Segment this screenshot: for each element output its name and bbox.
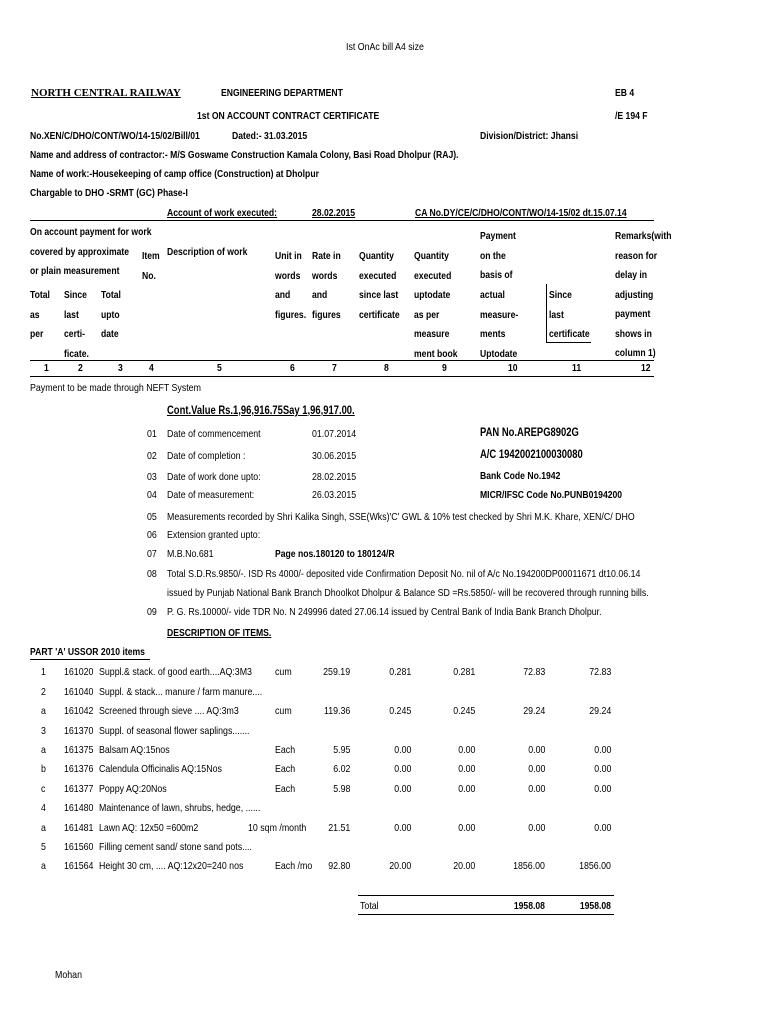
col-since-last: Since last certi- ficate. <box>64 289 89 360</box>
part-a-heading: PART 'A' USSOR 2010 items <box>30 646 145 658</box>
item-qty-upto: 0.00 <box>457 822 475 834</box>
form-code: /E 194 F <box>615 110 648 122</box>
item-payment-actual: 0.00 <box>527 783 545 795</box>
name-of-work: Name of work:-Housekeeping of camp office (Construction) at Dholpur <box>30 168 319 180</box>
col-total-upto: Total upto date <box>101 289 121 340</box>
item-code: 161040 <box>64 686 94 698</box>
item-payment-since: 1856.00 <box>579 860 611 872</box>
note-09-text: P. G. Rs.10000/- vide TDR No. N 249996 dated 27.06.14 issued by Central Bank of India Bank Branch Dholpur. <box>167 606 602 618</box>
department: ENGINEERING DEPARTMENT <box>221 87 343 99</box>
item-qty-since: 0.245 <box>388 705 411 717</box>
item-qty-since: 0.00 <box>393 763 411 775</box>
item-code: 161560 <box>64 841 94 853</box>
chargable: Chargable to DHO -SRMT (GC) Phase-I <box>30 187 188 199</box>
item-payment-since: 72.83 <box>588 666 611 678</box>
item-unit: Each <box>275 783 296 795</box>
note-05-text: Measurements recorded by Shri Kalika Singh, SSE(Wks)'C' GWL & 10% test checked by Shri M.K. Khare, XEN/C/ DHO <box>167 511 635 523</box>
col-on-account-3: or plain measurement <box>30 265 120 277</box>
item-sr: 4 <box>41 802 46 814</box>
table-top-rule <box>30 220 654 221</box>
micr-ifsc: MICR/IFSC Code No.PUNB0194200 <box>480 489 623 501</box>
col-on-account-2: covered by approximate <box>30 246 130 258</box>
railway-name: NORTH CENTRAL RAILWAY <box>31 87 181 99</box>
bank-code: Bank Code No.1942 <box>480 470 561 482</box>
col-number-11: 11 <box>572 362 582 374</box>
neft-note: Payment to be made through NEFT System <box>30 382 201 394</box>
col-number-9: 9 <box>442 362 447 374</box>
item-payment-since: 0.00 <box>593 822 611 834</box>
total-label: Total <box>360 900 379 912</box>
item-payment-since: 0.00 <box>593 763 611 775</box>
detail-01-label: Date of commencement <box>167 428 261 440</box>
item-qty-since: 0.281 <box>388 666 411 678</box>
col-number-6: 6 <box>290 362 295 374</box>
item-description: Suppl. of seasonal flower saplings....... <box>99 725 250 737</box>
item-description: Calendula Officinalis AQ:15Nos <box>99 763 222 775</box>
item-code: 161042 <box>64 705 94 717</box>
item-description: Poppy AQ:20Nos <box>99 783 167 795</box>
detail-02-value: 30.06.2015 <box>312 450 357 462</box>
note-06-no: 06 <box>147 529 157 541</box>
note-08-text-b: issued by Punjab National Bank Branch Dhoolkot Dholpur & Balance SD =Rs.5850/- will be recovered through running bills. <box>167 587 649 599</box>
item-qty-since: 0.00 <box>393 744 411 756</box>
col-rate: Rate in words and figures <box>312 250 341 321</box>
item-code: 161481 <box>64 822 94 834</box>
account-label: Account of work executed: <box>167 207 278 219</box>
item-description: Maintenance of lawn, shrubs, hedge, ...... <box>99 802 261 814</box>
col-payment: Payment on the basis of <box>480 230 516 281</box>
item-description: Balsam AQ:15nos <box>99 744 170 756</box>
col-total: Total as per <box>30 289 50 340</box>
item-sr: a <box>41 705 46 717</box>
col-number-1: 1 <box>44 362 49 374</box>
item-unit: 10 sqm /month <box>248 822 307 834</box>
item-payment-actual: 0.00 <box>527 744 545 756</box>
item-unit: cum <box>275 666 292 678</box>
col-remarks: Remarks(with reason for delay in adjusting payment shows in column 1) <box>615 230 672 359</box>
item-unit: cum <box>275 705 292 717</box>
description-heading: DESCRIPTION OF ITEMS. <box>167 627 272 639</box>
item-description: Height 30 cm, .... AQ:12x20=240 nos <box>99 860 244 872</box>
col-unit: Unit in words and figures. <box>275 250 307 321</box>
col-description: Description of work <box>167 246 248 258</box>
item-description: Filling cement sand/ stone sand pots.... <box>99 841 252 853</box>
item-sr: a <box>41 860 46 872</box>
detail-01-value: 01.07.2014 <box>312 428 357 440</box>
item-qty-upto: 0.281 <box>452 666 475 678</box>
item-sr: a <box>41 822 46 834</box>
header-bottom-rule <box>30 360 654 361</box>
item-description: Suppl.& stack. of good earth....AQ:3M3 <box>99 666 252 678</box>
item-payment-since: 0.00 <box>593 783 611 795</box>
col-number-3: 3 <box>118 362 123 374</box>
pan-number: PAN No.AREPG8902G <box>480 427 579 439</box>
item-payment-actual: 1856.00 <box>513 860 545 872</box>
item-unit: Each <box>275 744 296 756</box>
ca-number: CA No.DY/CE/C/DHO/CONT/WO/14-15/02 dt.15.07.14 <box>415 207 627 219</box>
item-sr: 1 <box>41 666 46 678</box>
item-description: Screened through sieve .... AQ:3m3 <box>99 705 239 717</box>
item-payment-since: 0.00 <box>593 744 611 756</box>
item-rate: 5.98 <box>332 783 350 795</box>
item-sr: b <box>41 763 46 775</box>
item-qty-upto: 0.00 <box>457 783 475 795</box>
item-code: 161564 <box>64 860 94 872</box>
note-07-pages: Page nos.180120 to 180124/R <box>275 548 395 560</box>
division: Division/District: Jhansi <box>480 130 579 142</box>
item-payment-actual: 0.00 <box>527 822 545 834</box>
item-qty-since: 0.00 <box>393 783 411 795</box>
total-actual: 1958.08 <box>513 900 545 912</box>
contract-value: Cont.Value Rs.1,96,916.75Say 1,96,917.00. <box>167 405 355 417</box>
note-07-no: 07 <box>147 548 157 560</box>
item-code: 161020 <box>64 666 94 678</box>
bill-number: No.XEN/C/DHO/CONT/WO/14-15/02/Bill/01 <box>30 130 200 142</box>
account-date: 28.02.2015 <box>312 207 356 219</box>
page-title: Ist OnAc bill A4 size <box>346 41 424 53</box>
item-rate: 92.80 <box>327 860 350 872</box>
account-number: A/C 19420021000300​80 <box>480 449 583 461</box>
detail-02-label: Date of completion : <box>167 450 246 462</box>
col-number-10: 10 <box>508 362 518 374</box>
note-05-no: 05 <box>147 511 157 523</box>
item-qty-upto: 0.00 <box>457 763 475 775</box>
item-rate: 259.19 <box>323 666 350 678</box>
item-code: 161375 <box>64 744 94 756</box>
item-description: Lawn AQ: 12x50 =600m2 <box>99 822 199 834</box>
col-actual: actual measure- ments Uptodate <box>480 289 519 360</box>
note-07-text: M.B.No.681 <box>167 548 214 560</box>
item-qty-upto: 20.00 <box>452 860 475 872</box>
item-payment-actual: 0.00 <box>527 763 545 775</box>
note-08-no: 08 <box>147 568 157 580</box>
col-number-8: 8 <box>384 362 389 374</box>
col-on-account: On account payment for work <box>30 226 152 238</box>
note-06-text: Extension granted upto: <box>167 529 261 541</box>
item-unit: Each <box>275 763 296 775</box>
item-sr: a <box>41 744 46 756</box>
item-code: 161370 <box>64 725 94 737</box>
col-number-2: 2 <box>78 362 83 374</box>
total-top-rule <box>358 895 614 896</box>
item-qty-upto: 0.245 <box>452 705 475 717</box>
item-description: Suppl. & stack... manure / farm manure.... <box>99 686 263 698</box>
item-payment-actual: 72.83 <box>522 666 545 678</box>
col-number-7: 7 <box>332 362 337 374</box>
item-unit: Each /mo <box>275 860 313 872</box>
form-number: EB 4 <box>615 87 635 99</box>
col-qty-since: Quantity executed since last certificate <box>359 250 400 321</box>
certificate-title: 1st ON ACCOUNT CONTRACT CERTIFICATE <box>197 110 380 122</box>
detail-04-no: 04 <box>147 489 157 501</box>
item-rate: 119.36 <box>323 705 350 717</box>
item-rate: 5.95 <box>332 744 350 756</box>
total-since: 1958.08 <box>579 900 611 912</box>
note-08-text-a: Total S.D.Rs.9850/-. ISD Rs 4000/- deposited vide Confirmation Deposit No. nil of A/c No.194200DP00011671 dt10.06.14 <box>167 568 641 580</box>
item-qty-since: 0.00 <box>393 822 411 834</box>
numbers-bottom-rule <box>30 376 654 377</box>
detail-02-no: 02 <box>147 450 157 462</box>
detail-04-label: Date of measurement: <box>167 489 255 501</box>
part-a-rule <box>30 659 150 660</box>
col-number-4: 4 <box>149 362 154 374</box>
total-bottom-rule <box>358 914 614 915</box>
item-payment-since: 29.24 <box>588 705 611 717</box>
col-qty-upto: Quantity executed uptodate as per measure ment book <box>414 250 458 360</box>
col-item-no: Item No. <box>142 250 160 282</box>
since-cert-left-rule <box>546 284 547 342</box>
bill-date: Dated:- 31.03.2015 <box>232 130 308 142</box>
item-code: 161376 <box>64 763 94 775</box>
item-payment-actual: 29.24 <box>522 705 545 717</box>
item-code: 161377 <box>64 783 94 795</box>
item-qty-upto: 0.00 <box>457 744 475 756</box>
item-sr: c <box>41 783 46 795</box>
detail-03-label: Date of work done upto: <box>167 471 261 483</box>
signatory-name: Mohan <box>55 969 82 981</box>
item-qty-since: 20.00 <box>388 860 411 872</box>
item-sr: 3 <box>41 725 46 737</box>
detail-01-no: 01 <box>147 428 157 440</box>
col-since-cert: Since last certificate <box>549 289 590 340</box>
col-number-5: 5 <box>217 362 222 374</box>
detail-03-value: 28.02.2015 <box>312 471 357 483</box>
note-09-no: 09 <box>147 606 157 618</box>
detail-04-value: 26.03.2015 <box>312 489 357 501</box>
contractor: Name and address of contractor:- M/S Goswame Construction Kamala Colony, Basi Road Dholpur (RAJ). <box>30 149 459 161</box>
item-sr: 5 <box>41 841 46 853</box>
col-number-12: 12 <box>641 362 651 374</box>
item-sr: 2 <box>41 686 46 698</box>
detail-03-no: 03 <box>147 471 157 483</box>
item-code: 161480 <box>64 802 94 814</box>
item-rate: 6.02 <box>332 763 350 775</box>
item-rate: 21.51 <box>327 822 350 834</box>
